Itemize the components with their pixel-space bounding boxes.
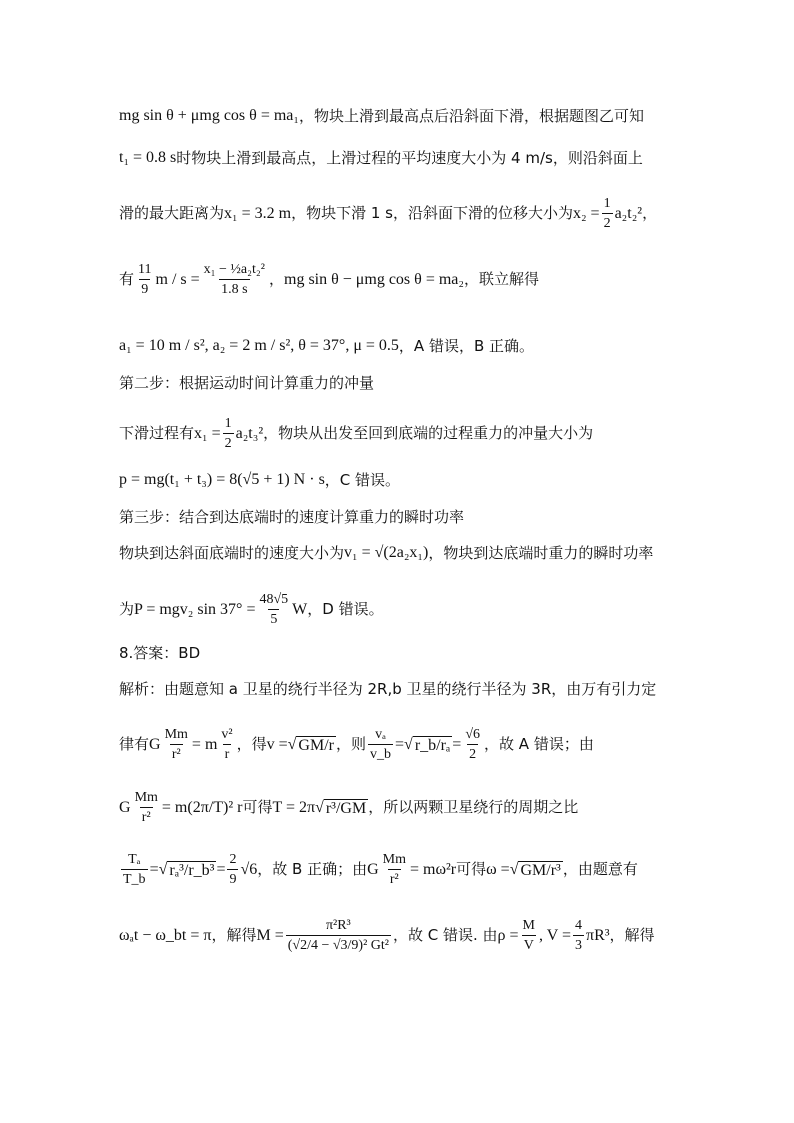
fraction-denominator: r²: [140, 807, 153, 825]
fraction: [381, 852, 408, 888]
math-expression: p = mg(t₁ + t₃) = 8(√5 + 1) N · s: [119, 471, 325, 488]
body-text: ，得: [236, 735, 267, 754]
text-line: [119, 472, 400, 488]
body-text: ，: [268, 270, 284, 289]
body-text: 有: [119, 270, 135, 289]
math-expression: m / s =: [155, 270, 200, 288]
math-expression: ρ =: [497, 926, 519, 944]
fraction-numerator: Tₐ: [128, 852, 141, 867]
math-expression: mg sin θ + μmg cos θ = ma₁: [119, 107, 299, 124]
body-text: 为: [119, 600, 135, 619]
body-text: ，联立解得: [463, 270, 539, 289]
body-text: 下滑过程有: [119, 424, 195, 443]
body-text: ，故 C 错误. 由: [392, 926, 498, 945]
fraction: [163, 727, 190, 763]
math-expression: T = 2π: [272, 798, 316, 816]
fraction: [219, 727, 234, 763]
math-expression: G: [149, 735, 161, 753]
fraction-denominator: r²: [170, 744, 183, 762]
body-text: 解析：由题意知 a 卫星的绕行半径为 2R,b 卫星的绕行半径为 3R，由万有引力定: [119, 680, 657, 698]
fraction-denominator: v_b: [368, 744, 393, 762]
fraction-numerator: Mm: [164, 727, 188, 742]
math-expression: =: [452, 735, 462, 753]
fraction: [227, 852, 238, 888]
math-expression: ω =: [486, 860, 510, 878]
math-expression: G: [367, 860, 379, 878]
body-text: ，物块从出发至回到底端的过程重力的冲量大小为: [263, 424, 594, 443]
fraction-numerator: π²R³: [325, 918, 351, 933]
fraction-numerator: 48√5: [259, 592, 289, 607]
math-expression: t₁ = 0.8 s: [119, 149, 177, 166]
text-line: [119, 646, 200, 661]
body-text: 物块到达斜面底端时的速度大小为: [119, 543, 345, 562]
sqrt-expression: GM/r: [298, 736, 334, 754]
body-text: ，由题意有: [562, 860, 638, 879]
fraction-denominator: V: [522, 935, 536, 953]
body-text: ，解得: [211, 926, 257, 945]
sqrt-expression: r_b/rₐ: [414, 736, 451, 754]
body-text: 滑的最大距离为: [119, 204, 225, 223]
fraction: [121, 852, 148, 888]
fraction: [521, 918, 537, 954]
math-expression: =: [216, 860, 226, 878]
body-text: ，物块下滑 1 s，沿斜面下滑的位移大小为: [291, 204, 573, 223]
fraction-numerator: 1: [224, 416, 232, 431]
math-expression: a₂t₃²: [235, 424, 264, 442]
fraction-numerator: √6: [465, 727, 481, 742]
fraction: [602, 196, 613, 232]
fraction-denominator: 2: [602, 213, 613, 231]
math-expression: M =: [256, 926, 284, 944]
math-expression: ωₐt − ω_bt = π: [119, 926, 212, 944]
math-expression: πR³: [586, 926, 610, 944]
text-line: [119, 790, 578, 826]
math-expression: = m(2π/T)² r: [161, 798, 243, 816]
math-expression: G: [119, 798, 131, 816]
fraction: [286, 918, 391, 954]
fraction-denominator: 9: [139, 279, 150, 297]
math-expression: x₂ =: [572, 204, 600, 222]
body-text: ，所以两颗卫星绕行的周期之比: [368, 798, 579, 817]
text-line: [119, 727, 594, 763]
fraction-numerator: 4: [575, 918, 582, 933]
text-line: [119, 545, 653, 561]
heading-text: 第二步：根据运动时间计算重力的冲量: [119, 374, 375, 392]
radical-icon: √: [158, 860, 168, 878]
body-text: ，: [642, 204, 658, 223]
text-line: [119, 416, 593, 452]
fraction-numerator: x₁ − ½a₂t₂²: [203, 262, 265, 277]
math-expression: v₁ = √(2a₂x₁): [344, 544, 429, 561]
body-text: 时物块上滑到最高点，上滑过程的平均速度大小为 4 m/s，则沿斜面上: [176, 148, 643, 167]
fraction: [202, 262, 267, 298]
math-expression: a₂t₂²: [614, 204, 643, 222]
fraction-numerator: 11: [138, 262, 152, 277]
fraction: [368, 727, 393, 763]
text-line: [119, 108, 644, 124]
text-line: [119, 262, 539, 298]
text-line: [119, 150, 643, 166]
fraction-numerator: Mm: [382, 852, 406, 867]
body-text: ，故 A 错误；由: [484, 735, 594, 754]
body-text: ，物块上滑到最高点后沿斜面下滑，根据题图乙可知: [298, 106, 644, 125]
fraction-denominator: T_b: [121, 869, 148, 887]
math-expression: x₁ = 3.2 m: [224, 204, 292, 222]
math-expression: =: [149, 860, 159, 878]
fraction-denominator: r²: [388, 869, 401, 887]
sqrt-expression: GM/r³: [520, 861, 561, 879]
body-text: ，则: [335, 735, 366, 754]
math-expression: x₁ =: [194, 424, 221, 442]
fraction-denominator: 3: [573, 935, 584, 953]
radical-icon: √: [287, 735, 297, 753]
fraction-numerator: v²: [221, 727, 233, 742]
math-expression: = m: [191, 735, 218, 753]
body-text: ，A 错误，B 正确。: [398, 336, 535, 355]
text-line: [119, 592, 384, 628]
body-text: ，C 错误。: [324, 470, 401, 489]
radical-icon: √: [315, 798, 324, 816]
text-line: [119, 852, 638, 888]
math-expression: W: [292, 600, 308, 618]
section-heading: [119, 376, 374, 391]
fraction: [223, 416, 234, 452]
fraction-denominator: 1.8 s: [219, 279, 249, 297]
math-expression: , V =: [539, 926, 571, 944]
math-expression: √6: [240, 860, 258, 878]
math-expression: v =: [266, 735, 288, 753]
heading-text: 第三步：结合到达底端时的速度计算重力的瞬时功率: [119, 508, 465, 526]
sqrt-expression: rₐ³/r_b³: [169, 861, 215, 879]
body-text: ，物块到达底端时重力的瞬时功率: [428, 543, 654, 562]
fraction-numerator: vₐ: [375, 727, 386, 742]
body-text: 可得: [456, 860, 487, 879]
math-expression: = mω²r: [410, 860, 457, 878]
fraction: [133, 790, 160, 826]
radical-icon: √: [404, 735, 413, 753]
fraction-numerator: 2: [229, 852, 237, 867]
body-text: ，D 错误。: [307, 600, 384, 619]
fraction-numerator: M: [522, 918, 535, 933]
text-line: [119, 682, 656, 697]
fraction-numerator: 1: [603, 196, 611, 211]
fraction-numerator: Mm: [134, 790, 158, 805]
fraction: [463, 727, 482, 763]
section-heading: [119, 510, 464, 525]
fraction: [136, 262, 153, 298]
body-text: ，故 B 正确；由: [257, 860, 368, 879]
text-line: [119, 196, 657, 232]
text-line: [119, 918, 655, 954]
math-expression: =: [395, 735, 405, 753]
body-text: 律有: [119, 735, 150, 754]
text-line: [119, 338, 534, 354]
radical-icon: √: [509, 860, 519, 878]
fraction-denominator: 2: [467, 744, 478, 762]
fraction-denominator: 2: [223, 433, 234, 451]
fraction-denominator: 5: [268, 609, 279, 627]
fraction: [573, 918, 584, 954]
sqrt-expression: r³/GM: [325, 799, 367, 817]
math-expression: mg sin θ − μmg cos θ = ma₂: [284, 270, 464, 288]
fraction-denominator: r: [223, 744, 232, 762]
math-expression: a₁ = 10 m / s², a₂ = 2 m / s², θ = 37°, μ = 0.5: [119, 337, 399, 354]
math-expression: P = mgv₂ sin 37° =: [134, 600, 256, 618]
body-text: 可得: [242, 798, 273, 817]
fraction-denominator: (√2/4 − √3/9)² Gt²: [286, 935, 391, 953]
fraction-denominator: 9: [227, 869, 238, 887]
answer-label: 8.答案：BD: [119, 644, 201, 662]
fraction: [257, 592, 290, 628]
body-text: ，解得: [609, 926, 655, 945]
